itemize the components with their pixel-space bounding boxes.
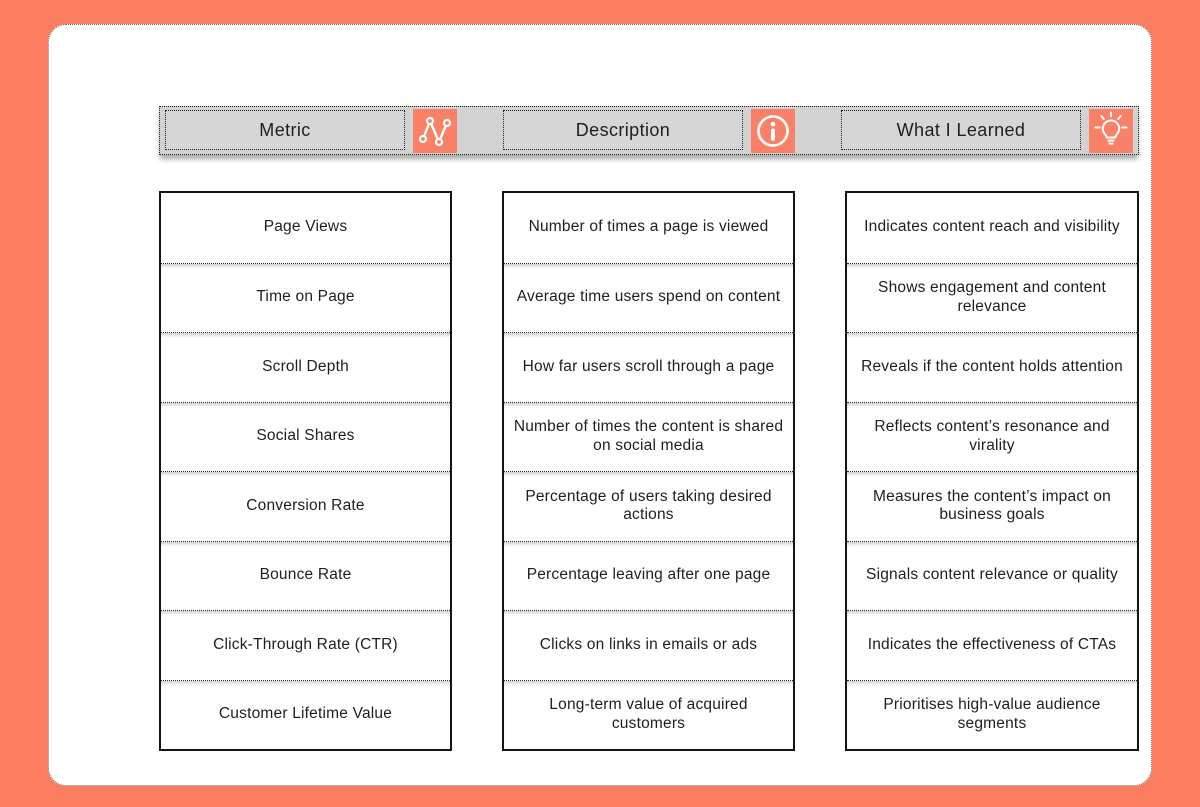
learned-cell: Prioritises high-value audience segments	[847, 680, 1137, 750]
learned-cell: Shows engagement and content relevance	[847, 263, 1137, 333]
header-bar	[159, 106, 1139, 155]
learned-cell: Reflects content’s resonance and virality	[847, 402, 1137, 472]
lightbulb-icon	[1089, 109, 1133, 153]
description-cell: Long-term value of acquired customers	[504, 680, 793, 750]
description-cell: How far users scroll through a page	[504, 332, 793, 402]
learned-cell: Reveals if the content holds attention	[847, 332, 1137, 402]
description-cell: Percentage of users taking desired actions	[504, 471, 793, 541]
learned-cell: Indicates the effectiveness of CTAs	[847, 610, 1137, 680]
learned-column	[845, 191, 1139, 751]
learned-cell: Measures the content’s impact on business goals	[847, 471, 1137, 541]
metric-cell: Click-Through Rate (CTR)	[161, 610, 450, 680]
description-cell: Number of times the content is shared on social media	[504, 402, 793, 472]
metric-cell: Time on Page	[161, 263, 450, 333]
description-cell: Percentage leaving after one page	[504, 541, 793, 611]
learned-cell: Indicates content reach and visibility	[864, 218, 1120, 236]
description-cell: Average time users spend on content	[504, 263, 793, 333]
metric-cell: Social Shares	[161, 402, 450, 472]
content-card	[48, 24, 1152, 786]
metric-cell: Bounce Rate	[161, 541, 450, 611]
learned-cell: Signals content relevance or quality	[847, 541, 1137, 611]
header-label-description: Description	[503, 110, 743, 150]
metric-column	[159, 191, 452, 751]
metric-cell: Page Views	[263, 218, 348, 236]
header-label-what-i-learned: What I Learned	[841, 110, 1081, 150]
metric-cell: Scroll Depth	[161, 332, 450, 402]
line-chart-icon	[413, 109, 457, 153]
description-cell: Clicks on links in emails or ads	[504, 610, 793, 680]
metric-cell: Customer Lifetime Value	[161, 680, 450, 750]
description-column	[502, 191, 795, 751]
header-label-metric: Metric	[165, 110, 405, 150]
description-cell: Number of times a page is viewed	[528, 218, 769, 236]
info-icon	[751, 109, 795, 153]
metric-cell: Conversion Rate	[161, 471, 450, 541]
